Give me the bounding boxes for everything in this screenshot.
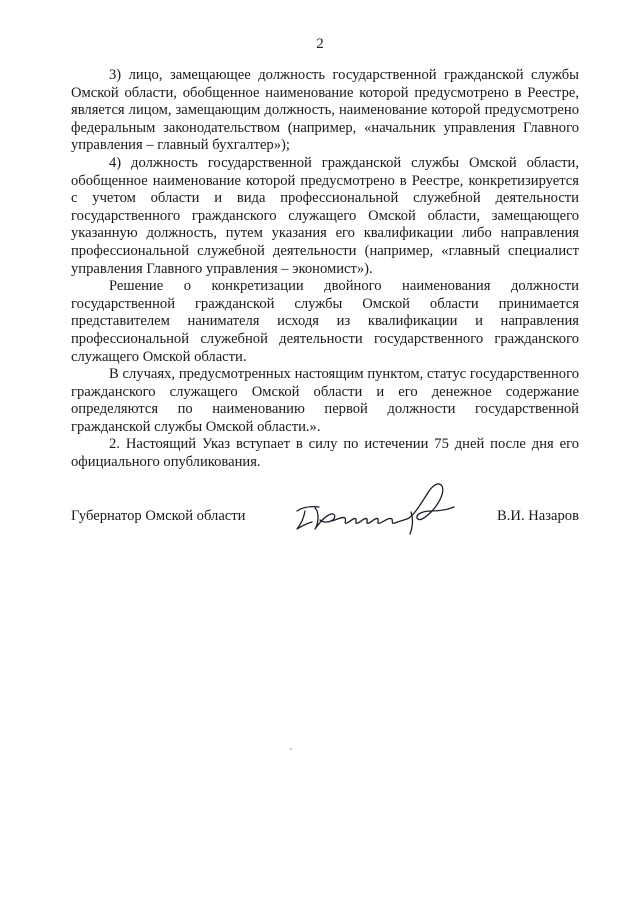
page-number: 2 (316, 36, 324, 52)
signature-block (71, 478, 579, 548)
signatory-name: В.И. Назаров (497, 508, 579, 524)
paragraph-effective-date: 2. Настоящий Указ вступает в силу по истечении 75 дней после дня его официального опубликования. (71, 436, 579, 471)
handwritten-signature (289, 478, 464, 538)
signatory-position: Губернатор Омской области (71, 508, 246, 524)
document-body (71, 67, 579, 472)
paragraph-item-3: 3) лицо, замещающее должность государственной гражданской службы Омской области, обобщенное наименование которой предусмотрено в Реестре, является лицом, замещающим должность, наименование которой предусмотрено федеральным законодательством (например, «начальник управления Главного управления – главный бухгалтер»); (71, 67, 579, 154)
paragraph-status: В случаях, предусмотренных настоящим пунктом, статус государственного гражданского служащего Омской области и его денежное содержание определяются по наименованию первой должности государственной гражданской службы Омской области.». (71, 366, 579, 435)
paragraph-item-4: 4) должность государственной гражданской службы Омской области, обобщенное наименование которой предусмотрено в Реестре, конкретизируется с учетом области и вида профессиональной служебной деятельности государственного гражданского служащего Омской области, замещающего указанную должность, путем указания его квалификации либо направления профессиональной служебной деятельности (например, «главный специалист управления Главного управления – экономист»). (71, 154, 579, 277)
paragraph-decision: Решение о конкретизации двойного наименования должности государственной гражданской службы Омской области принимается представителем нанимателя исходя из квалификации и направления профессиональной служебной деятельности государственного гражданского служащего Омской области. (71, 278, 579, 365)
scan-speck (290, 748, 292, 750)
